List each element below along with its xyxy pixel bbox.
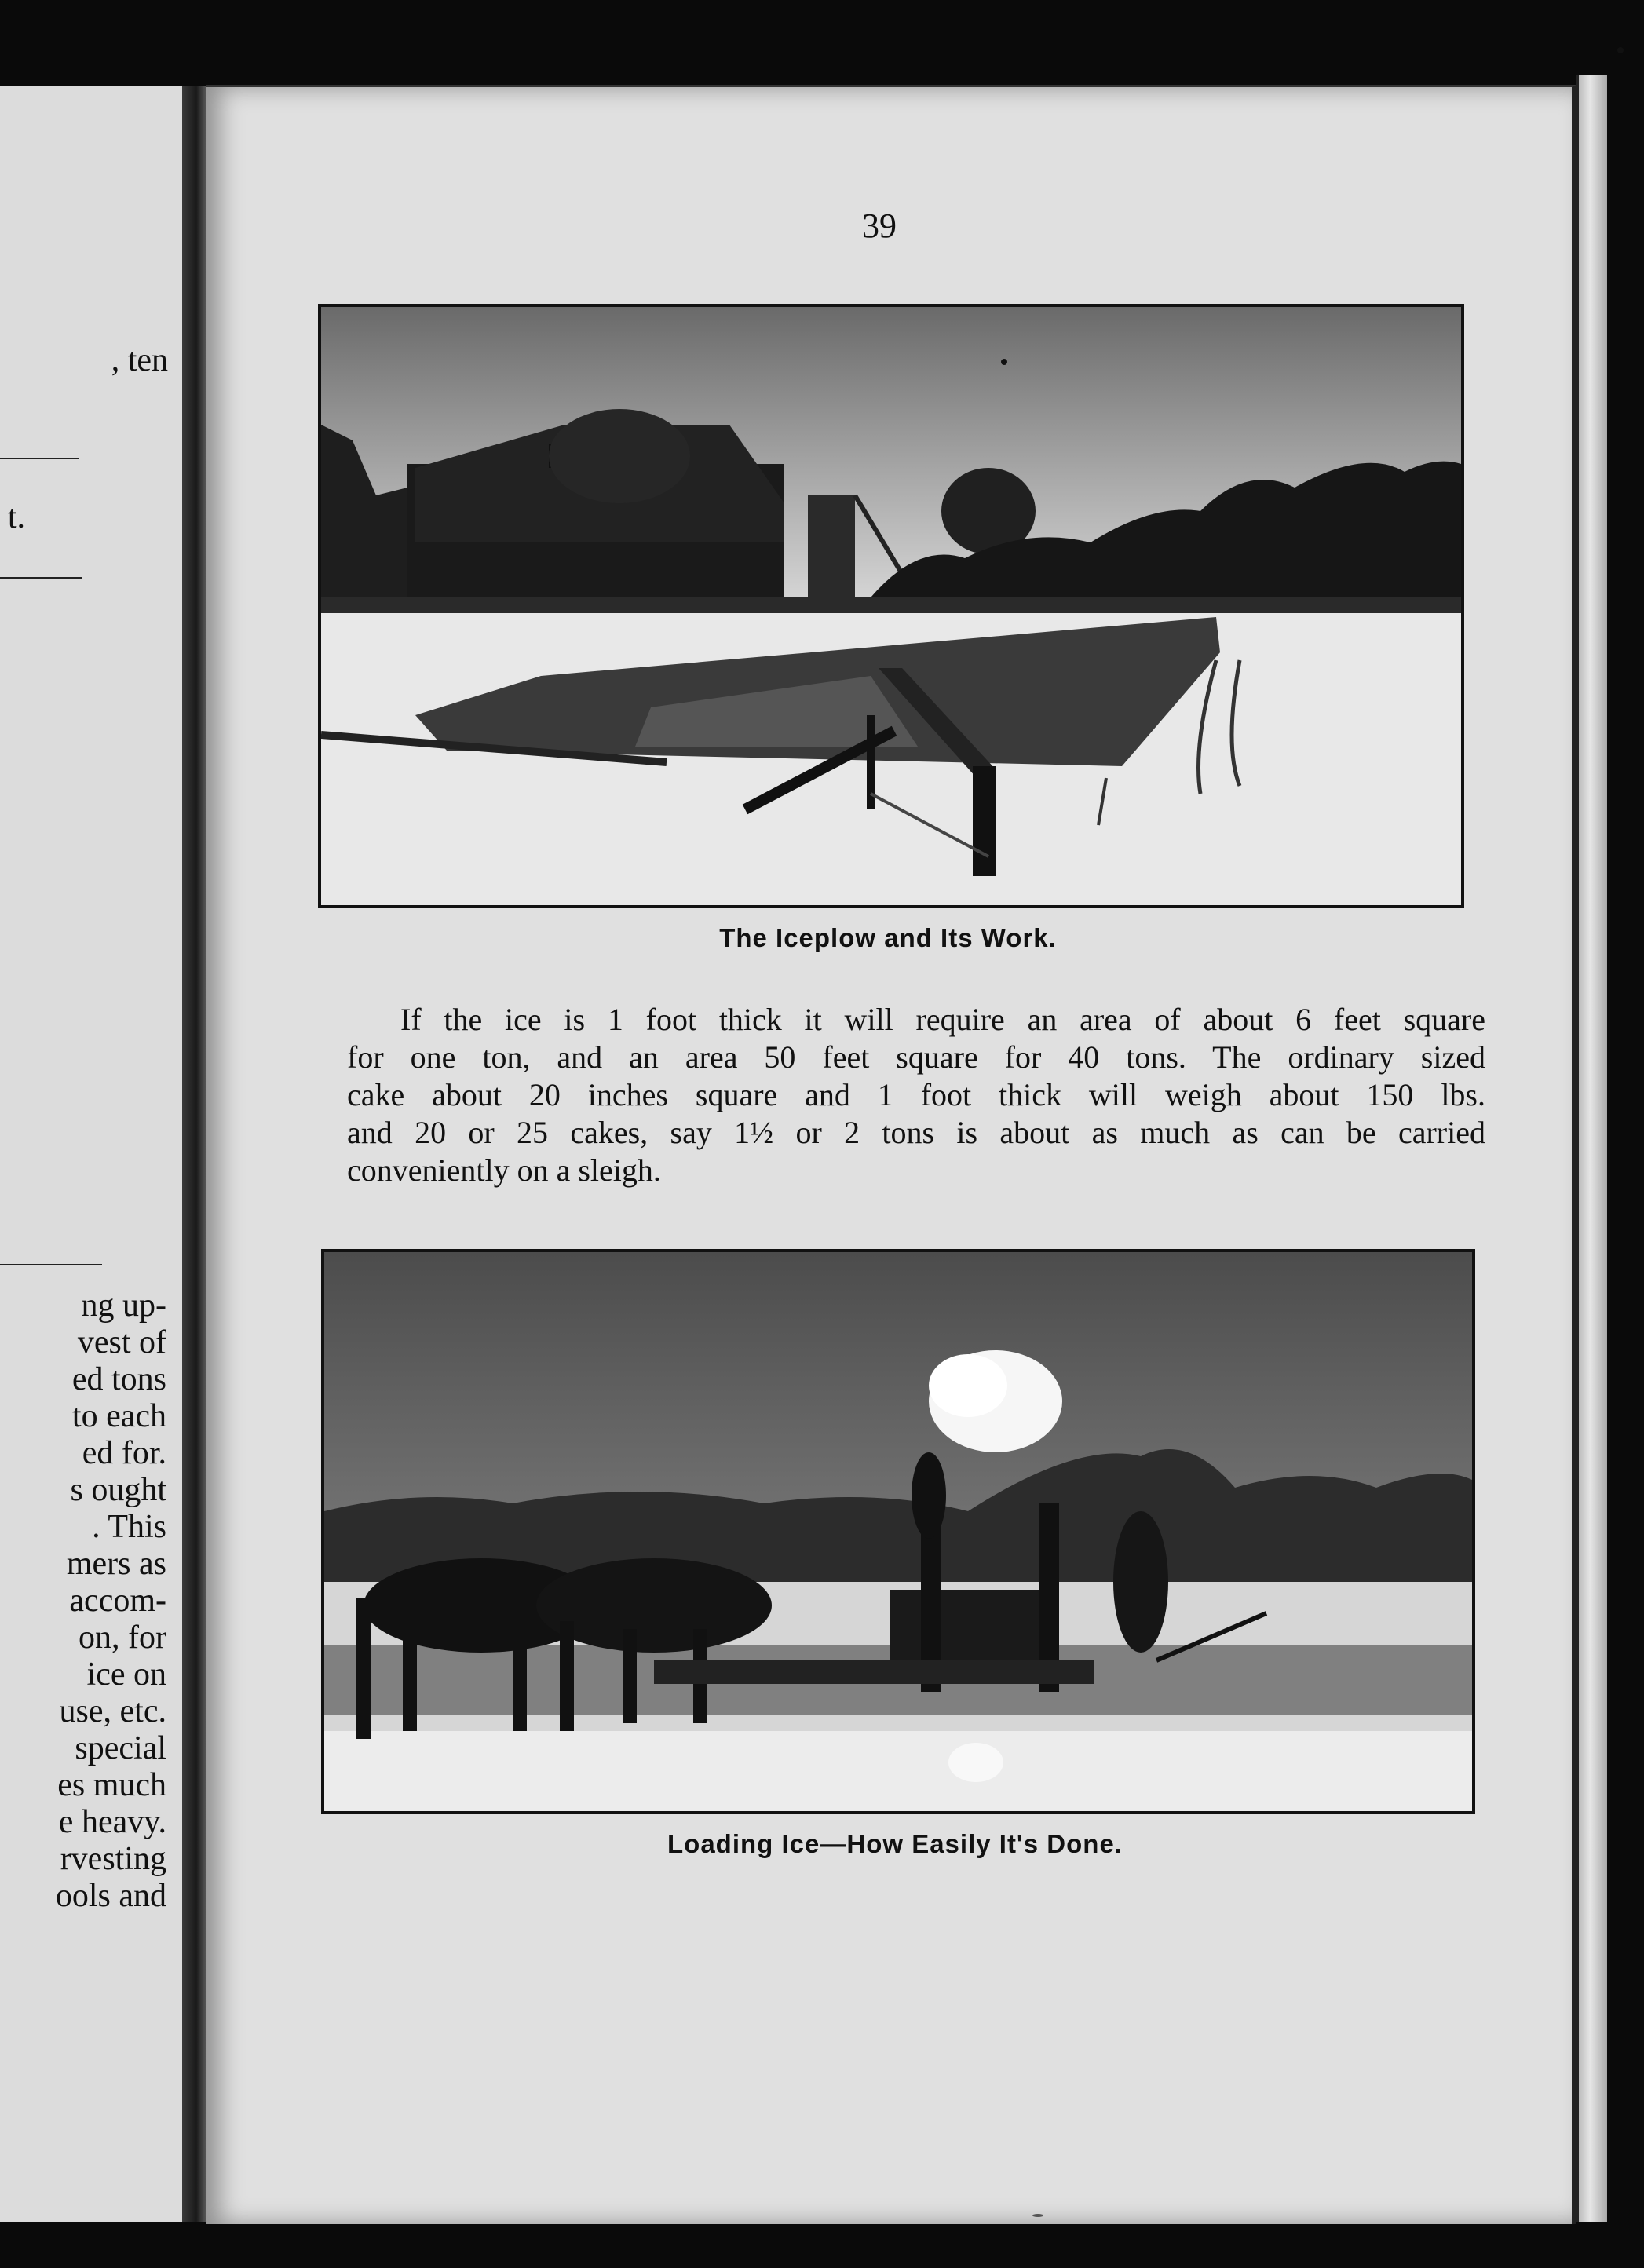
iceplow-photo xyxy=(318,304,1464,908)
paragraph-line: conveniently on a sleigh. xyxy=(347,1152,661,1188)
left-line: s ought xyxy=(70,1472,166,1508)
left-rule-2 xyxy=(0,577,82,579)
left-line: ed tons xyxy=(71,1361,166,1397)
loading-ice-illustration xyxy=(324,1252,1472,1811)
left-fragment-1: , ten xyxy=(111,342,168,378)
left-rule-3 xyxy=(0,1264,102,1265)
left-line: to each xyxy=(71,1398,166,1434)
scan-speck xyxy=(1032,2214,1043,2217)
left-page-text xyxy=(56,1287,166,1915)
paragraph-line: cake about 20 inches square and 1 foot thick will weigh about 150 lbs. xyxy=(347,1077,1485,1112)
left-line: vest of xyxy=(77,1324,166,1360)
body-paragraph xyxy=(347,1001,1485,1189)
loading-ice-photo xyxy=(321,1249,1475,1814)
left-fragment-2: t. xyxy=(7,499,25,535)
scan-speck xyxy=(1617,47,1624,53)
left-line: on, for xyxy=(79,1620,166,1656)
left-line: rvesting xyxy=(60,1841,166,1877)
left-line: es much xyxy=(57,1767,166,1803)
page-edge xyxy=(1576,75,1607,2222)
iceplow-illustration xyxy=(321,307,1461,905)
figure2-caption: Loading Ice—How Easily It's Done. xyxy=(667,1829,1123,1858)
paragraph-line: If the ice is 1 foot thick it will require an area of about 6 feet square xyxy=(400,1002,1485,1037)
left-line: ools and xyxy=(55,1878,166,1914)
left-line: special xyxy=(75,1730,166,1766)
book-gutter xyxy=(182,86,206,2222)
page-number: 39 xyxy=(862,206,897,245)
left-line: ed for. xyxy=(82,1435,166,1471)
left-line: use, etc. xyxy=(59,1693,166,1729)
figure1-caption: The Iceplow and Its Work. xyxy=(719,923,1057,952)
paragraph-line: for one ton, and an area 50 feet square for 40 tons. The ordinary sized xyxy=(347,1039,1485,1075)
left-line: . This xyxy=(92,1509,166,1545)
left-line: accom- xyxy=(69,1583,166,1619)
left-facing-page xyxy=(0,86,182,2222)
left-line: e heavy. xyxy=(58,1804,166,1840)
left-line: ice on xyxy=(86,1656,166,1693)
left-line: ng up- xyxy=(81,1287,166,1324)
left-rule-1 xyxy=(0,458,79,459)
paragraph-line: and 20 or 25 cakes, say 1½ or 2 tons is about as much as can be carried xyxy=(347,1115,1485,1150)
left-line: mers as xyxy=(66,1546,166,1582)
